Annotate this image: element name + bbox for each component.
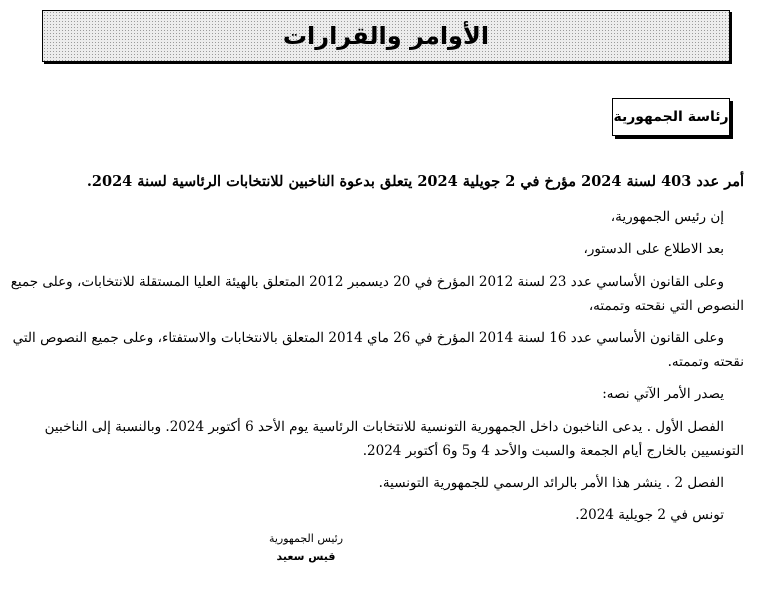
decree-line-constitution: بعد الاطلاع على الدستور، xyxy=(583,241,724,257)
decree-line-article-1-cont: التونسيين بالخارج أيام الجمعة والسبت والأحد 4 و5 و6 أكتوبر 2024. xyxy=(362,443,744,459)
decree-line-opening: إن رئيس الجمهورية، xyxy=(610,209,724,225)
decree-line-article-1: الفصل الأول . يدعى الناخبون داخل الجمهورية التونسية للانتخابات الرئاسية يوم الأحد 6 أكتوبر 2024. وبالنسبة إلى الناخبين xyxy=(44,419,724,435)
decree-title: أمر عدد 403 لسنة 2024 مؤرخ في 2 جويلية 2024 يتعلق بدعوة الناخبين للانتخابات الرئاسية لسنة 2024. xyxy=(86,173,744,190)
page-title: الأوامر والقرارات xyxy=(282,22,490,50)
decree-line-law-2012: وعلى القانون الأساسي عدد 23 لسنة 2012 المؤرخ في 20 ديسمبر 2012 المتعلق بالهيئة العليا المستقلة للانتخابات، وعلى جميع xyxy=(10,274,724,290)
section-title: رئاسة الجمهورية xyxy=(613,109,729,125)
decree-line-issues: يصدر الأمر الآتي نصه: xyxy=(602,386,724,402)
decree-line-law-2012-cont: النصوص التي نقحته وتممته، xyxy=(588,298,744,314)
decree-line-law-2014-cont: نقحته وتممته. xyxy=(667,354,744,370)
section-box xyxy=(612,98,730,136)
decree-line-date: تونس في 2 جويلية 2024. xyxy=(575,507,724,523)
signature-name: قيس سعيد xyxy=(276,550,336,563)
decree-line-law-2014: وعلى القانون الأساسي عدد 16 لسنة 2014 المؤرخ في 26 ماي 2014 المتعلق بالانتخابات والاستفتاء، وعلى جميع النصوص التي xyxy=(12,330,724,346)
page-header-box xyxy=(42,10,730,62)
signature-role: رئيس الجمهورية xyxy=(268,532,344,545)
decree-line-article-2: الفصل 2 . ينشر هذا الأمر بالرائد الرسمي للجمهورية التونسية. xyxy=(378,475,724,491)
